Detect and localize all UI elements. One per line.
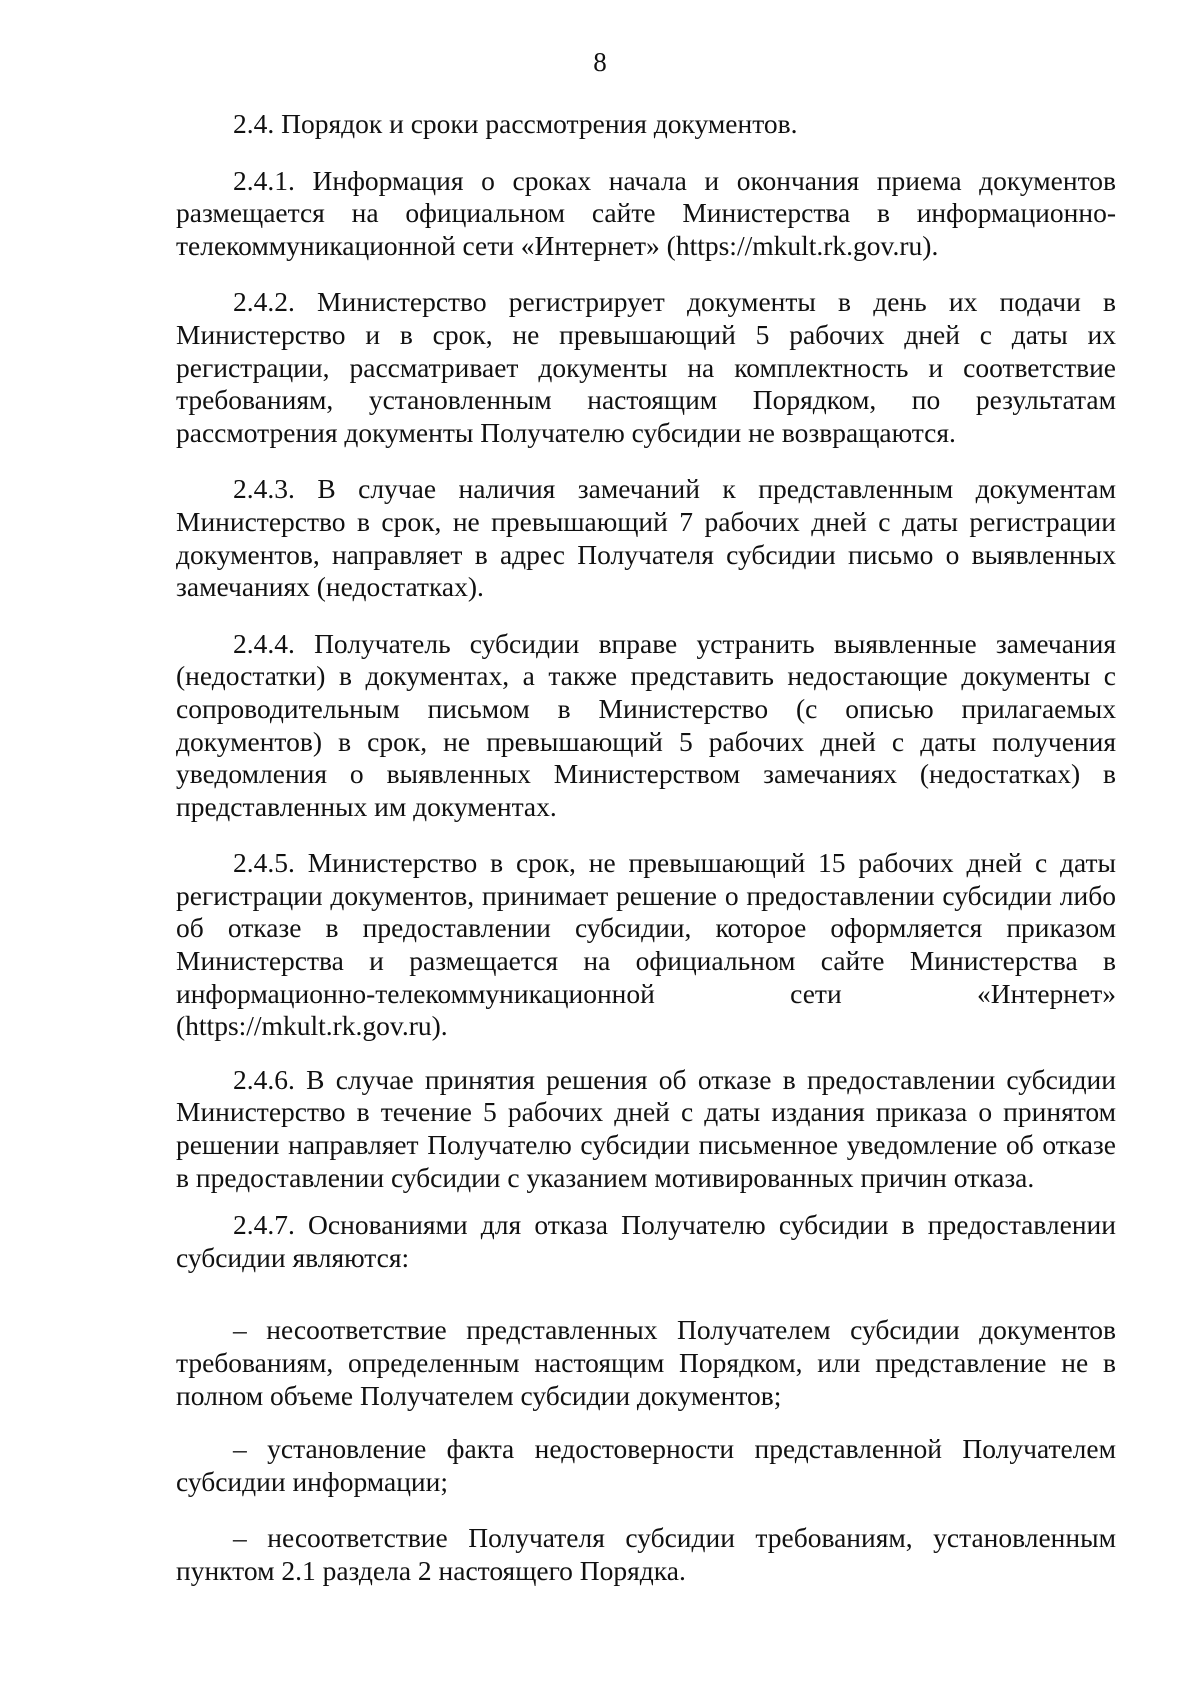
page-number: 8 xyxy=(593,47,607,77)
list-item: – установление факта недостоверности представленной Получателем субсидии информации; xyxy=(176,1433,1116,1497)
paragraph-2-4-6: 2.4.6. В случае принятия решения об отказе в предоставлении субсидии Министерство в течение 5 рабочих дней с даты издания приказа о принятом решении направляет Получателю субсидии письменное уведомление об отказе в предоставлении субсидии с указанием мотивированных причин отказа. xyxy=(176,1063,1116,1193)
paragraph-2-4-1: 2.4.1. Информация о сроках начала и окончания приема документов размещается на официальном сайте Министерства в информационно-телекоммуникационной сети «Интернет» (https://mkult.rk.gov.ru). xyxy=(176,164,1116,261)
paragraph-2-4-3: 2.4.3. В случае наличия замечаний к представленным документам Министерство в срок, не превышающий 7 рабочих дней с даты регистрации документов, направляет в адрес Получателя субсидии письмо о выявленных замечаниях (недостатках). xyxy=(176,473,1116,603)
document-body xyxy=(176,108,1116,1588)
list-item: – несоответствие Получателя субсидии требованиям, установленным пунктом 2.1 раздела 2 настоящего Порядка. xyxy=(176,1522,1116,1586)
paragraph-2-4-2: 2.4.2. Министерство регистрирует документы в день их подачи в Министерство и в срок, не превышающий 5 рабочих дней с даты их регистрации, рассматривает документы на комплектность и соответствие требованиям, установленным настоящим Порядком, по результатам рассмотрения документы Получателю субсидии не возвращаются. xyxy=(176,286,1116,448)
paragraph-2-4-4: 2.4.4. Получатель субсидии вправе устранить выявленные замечания (недостатки) в документах, а также представить недостающие документы с сопроводительным письмом в Министерство (с описью прилагаемых документов) в срок, не превышающий 5 рабочих дней с даты получения уведомления о выявленных Министерством замечаниях (недостатках) в представленных им документах. xyxy=(176,627,1116,822)
paragraph-2-4-7: 2.4.7. Основаниями для отказа Получателю субсидии в предоставлении субсидии являются: xyxy=(176,1209,1116,1273)
paragraph-2-4-5: 2.4.5. Министерство в срок, не превышающий 15 рабочих дней с даты регистрации документов, принимает решение о предоставлении субсидии либо об отказе в предоставлении субсидии, которое оформляется приказом Министерства и размещается на официальном сайте Министерства в информационно-телекоммуникационной сети «Интернет» (https://mkult.rk.gov.ru). xyxy=(176,847,1116,1042)
list-item: – несоответствие представленных Получателем субсидии документов требованиям, определенным настоящим Порядком, или представление не в полном объеме Получателем субсидии документов; xyxy=(176,1314,1116,1411)
section-heading: 2.4. Порядок и сроки рассмотрения документов. xyxy=(233,108,798,139)
